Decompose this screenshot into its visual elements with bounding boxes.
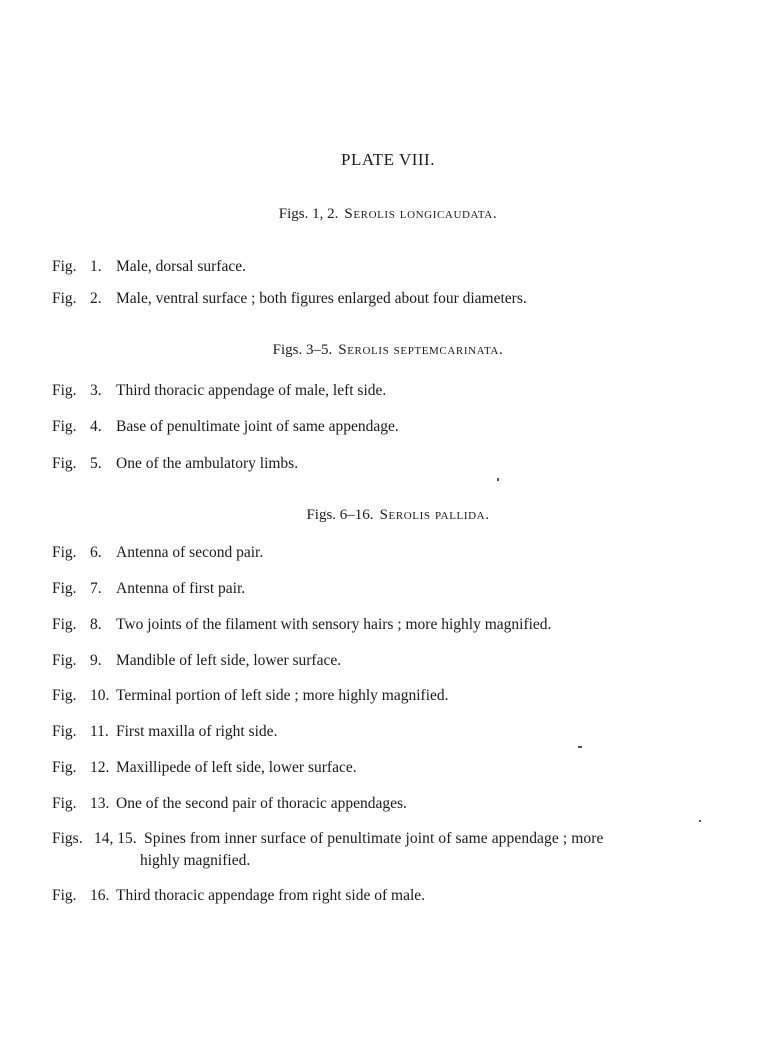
fig-description: Male, ventral surface ; both figures enlarged about four diameters.: [116, 290, 527, 307]
fig-number: 14, 15.: [94, 830, 137, 847]
fig-description: Base of penultimate joint of same appendage.: [116, 418, 399, 435]
section-heading: [0, 342, 776, 359]
figure-entry: [52, 256, 732, 278]
fig-label: Fig.: [52, 616, 77, 633]
section-heading: [10, 507, 776, 524]
fig-description: One of the second pair of thoracic appendages.: [116, 795, 407, 812]
fig-number: 3.: [90, 382, 102, 399]
fig-label: Fig.: [52, 723, 77, 740]
fig-description: One of the ambulatory limbs.: [116, 455, 299, 472]
figure-entry: [52, 757, 732, 779]
fig-label: Fig.: [52, 544, 77, 561]
fig-label: Fig.: [52, 687, 77, 704]
fig-label: Fig.: [52, 455, 77, 472]
fig-number: 16.: [90, 887, 110, 904]
fig-label: Fig.: [52, 580, 77, 597]
fig-label: Fig.: [52, 887, 77, 904]
fig-description: Antenna of first pair.: [116, 580, 246, 597]
figure-entry: [52, 380, 732, 402]
fig-label: Fig.: [52, 290, 77, 307]
fig-label: Fig.: [52, 382, 77, 399]
fig-number: 4.: [90, 418, 102, 435]
fig-description: Male, dorsal surface.: [116, 258, 246, 275]
fig-description-continued: highly magnified.: [140, 852, 251, 869]
fig-number: 2.: [90, 290, 102, 307]
fig-label: Fig.: [52, 759, 77, 776]
fig-description: Maxillipede of left side, lower surface.: [116, 759, 357, 776]
figure-entry: [52, 721, 732, 743]
fig-description: First maxilla of right side.: [116, 723, 278, 740]
fig-label: Figs.: [52, 830, 83, 847]
fig-description: Third thoracic appendage from right side of male.: [116, 887, 426, 904]
paper-speck: [578, 746, 582, 748]
figure-entry: [52, 453, 732, 475]
fig-description: Two joints of the filament with sensory hairs ; more highly magnified.: [116, 616, 552, 633]
figure-entry: [52, 885, 732, 907]
figure-entry: [52, 685, 732, 707]
figure-entry: [52, 578, 732, 600]
fig-number: 9.: [90, 652, 102, 669]
figure-entry: [52, 650, 732, 672]
fig-number: 11.: [90, 723, 109, 740]
section-species: Serolis septemcarinata.: [338, 342, 504, 358]
fig-number: 1.: [90, 258, 102, 275]
fig-number: 10.: [90, 687, 110, 704]
fig-description: Mandible of left side, lower surface.: [116, 652, 342, 669]
figure-entry: [52, 793, 732, 815]
fig-description: Third thoracic appendage of male, left side.: [116, 382, 387, 399]
section-figs: Figs. 6–16.: [306, 507, 374, 523]
figure-entry: [52, 416, 732, 438]
fig-number: 6.: [90, 544, 102, 561]
section-heading: [0, 206, 776, 223]
fig-description: Terminal portion of left side ; more highly magnified.: [116, 687, 449, 704]
paper-speck: [497, 478, 499, 481]
fig-number: 13.: [90, 795, 110, 812]
fig-number: 12.: [90, 759, 110, 776]
fig-description: Antenna of second pair.: [116, 544, 264, 561]
figure-entry: [52, 828, 732, 872]
figure-entry: [52, 542, 732, 564]
figure-entry: [52, 614, 732, 636]
fig-number: 8.: [90, 616, 102, 633]
fig-number: 7.: [90, 580, 102, 597]
fig-label: Fig.: [52, 418, 77, 435]
fig-label: Fig.: [52, 652, 77, 669]
fig-description: Spines from inner surface of penultimate joint of same appendage ; more: [144, 830, 604, 847]
fig-label: Fig.: [52, 795, 77, 812]
figure-entry: [52, 288, 732, 310]
fig-number: 5.: [90, 455, 102, 472]
section-species: Serolis longicaudata.: [344, 206, 498, 222]
section-figs: Figs. 1, 2.: [278, 206, 339, 222]
section-figs: Figs. 3–5.: [272, 342, 333, 358]
paper-speck: [699, 820, 701, 822]
fig-label: Fig.: [52, 258, 77, 275]
plate-title: PLATE VIII.: [341, 150, 435, 169]
section-species: Serolis pallida.: [379, 507, 490, 523]
